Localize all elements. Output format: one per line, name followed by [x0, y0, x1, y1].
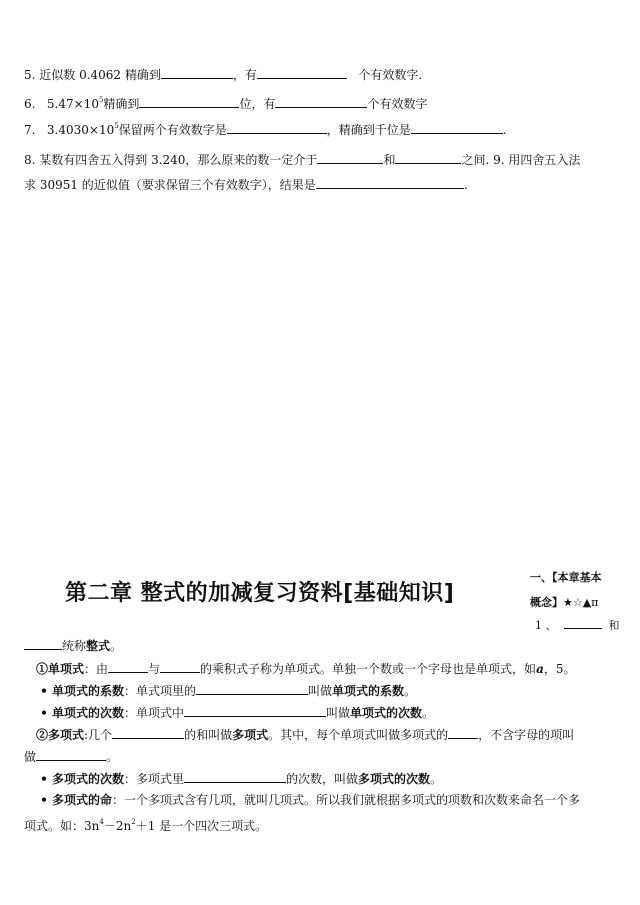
p7-blank[interactable] [184, 770, 286, 783]
question-8 [24, 151, 580, 168]
p9-exponent-1: 4 [99, 818, 104, 826]
bullet-icon: • [40, 684, 48, 698]
p5-text-f: ，不含字母的项叫 [478, 728, 575, 742]
paragraph-8 [36, 792, 580, 808]
p9-exponent-2: 2 [131, 818, 136, 826]
p5-blank-2[interactable] [448, 726, 478, 739]
p1-term: 整式 [86, 639, 111, 653]
p2-example-a: a [536, 662, 544, 676]
p3-blank[interactable] [196, 682, 308, 695]
chapter-title: 第二章 整式的加减复习资料[基础知识] [65, 581, 455, 606]
paragraph-3 [36, 682, 416, 699]
paragraph-1 [24, 637, 122, 654]
q7-text-b: 保留两个有效数字是 [118, 123, 227, 137]
question-5 [24, 66, 422, 83]
question-6 [24, 92, 427, 112]
q8-blank-2[interactable] [395, 151, 461, 164]
p4-blank[interactable] [184, 704, 326, 717]
p3-text-c: 叫做 [308, 684, 333, 698]
p1-blank[interactable] [24, 637, 62, 650]
p3-text-b: ：单式项里的 [124, 684, 197, 698]
p7-text-c: 的次数，叫做 [286, 772, 359, 786]
p2-text-f: ，5。 [543, 662, 576, 676]
side-heading-line-2 [530, 594, 598, 610]
paragraph-9 [24, 814, 267, 834]
question-7 [24, 118, 507, 138]
paragraph-4 [36, 704, 434, 721]
q6-number: 6. [24, 97, 36, 111]
p3-term-2: 单项式的系数 [332, 684, 405, 698]
p2-text-c: 与 [148, 662, 161, 676]
paragraph-5 [36, 726, 574, 743]
paragraph-7 [36, 770, 442, 787]
q6-blank-2[interactable] [275, 95, 367, 108]
paragraph-6 [24, 748, 118, 765]
p5-text-e: 。其中，每个单项式叫做多项式的 [268, 728, 449, 742]
p2-blank-2[interactable] [160, 660, 200, 673]
p1-text-d: 。 [110, 639, 123, 653]
p6-text-b: 。 [106, 750, 119, 764]
q6-value: 5.47×10 [46, 97, 99, 111]
p9-text-c: ＋1 是一个四次三项式。 [135, 819, 268, 833]
p7-text-e: 。 [430, 772, 443, 786]
q7-value: 3.4030×10 [46, 123, 115, 137]
q9-blank[interactable] [316, 176, 464, 189]
q6-text-d: 个有效数字 [367, 97, 428, 111]
side-heading-line-1: 一、【本章基本 [530, 571, 602, 584]
side-text-and: 和 [608, 619, 620, 632]
q8-text-c: 之间. 9. 用四舍五入法 [461, 153, 581, 167]
question-9 [24, 176, 468, 193]
q8-text-b: 和 [383, 153, 396, 167]
p2-text-d: 的乘积式子称为单项式。单独一个数或一个字母也是单项式，如 [200, 662, 537, 676]
bullet-icon: • [40, 793, 48, 807]
p3-text-e: 。 [404, 684, 417, 698]
p8-term: 多项式的命 [52, 793, 113, 807]
p3-term: 单项式的系数 [52, 684, 125, 698]
p7-term-2: 多项式的次数 [358, 772, 431, 786]
side-item-number: 1 、 [535, 619, 557, 632]
p4-text-b: ：单项式中 [124, 706, 185, 720]
p5-text-c: 的和叫做 [184, 728, 233, 742]
p2-blank-1[interactable] [108, 660, 148, 673]
q7-exponent: 5 [114, 122, 119, 130]
p4-term-2: 单项式的次数 [350, 706, 423, 720]
q6-blank-1[interactable] [139, 95, 239, 108]
q7-blank-1[interactable] [227, 121, 327, 134]
p4-text-c: 叫做 [326, 706, 351, 720]
p5-blank-1[interactable] [112, 726, 184, 739]
p7-text-b: ：多项式里 [124, 772, 185, 786]
p7-term: 多项式的次数 [52, 772, 125, 786]
p8-text-b: ：一个多项式含有几项，就叫几项式。所以我们就根据多项式的项数和次数来命名一个多 [112, 793, 581, 807]
q6-text-b: 精确到 [103, 97, 140, 111]
p4-text-e: 。 [422, 706, 435, 720]
q7-text-c: ，精确到千位是 [326, 123, 411, 137]
q6-text-c: 位，有 [239, 97, 276, 111]
q7-number: 7. [24, 123, 36, 137]
q8-text-a: 8. 某数有四舍五入得到 3.240，那么原来的数一定介于 [24, 153, 318, 167]
q7-text-d: . [502, 123, 507, 137]
q9-text-b: . [463, 178, 468, 192]
q6-exponent: 5 [98, 96, 104, 104]
side-blank[interactable] [564, 616, 602, 629]
q5-text-c: 个有效数字. [358, 68, 423, 82]
p2-text-b: ：由 [84, 662, 109, 676]
bullet-icon: • [40, 772, 48, 786]
p6-text-a: 做 [24, 750, 37, 764]
p9-text-b: －2n [103, 819, 132, 833]
side-heading-concept: 概念】 [530, 596, 563, 609]
p1-text-b: 统称 [62, 639, 87, 653]
q5-blank-2[interactable] [257, 66, 347, 79]
bullet-icon: • [40, 706, 48, 720]
p5-text-b: :几个 [84, 728, 113, 742]
q9-text-a: 求 30951 的近似值（要求保留三个有效数字），结果是 [24, 178, 316, 192]
p5-term-2: 多项式 [232, 728, 269, 742]
q5-blank-1[interactable] [161, 66, 233, 79]
p6-blank[interactable] [36, 748, 106, 761]
p2-term: ①单项式 [36, 662, 85, 676]
q5-text-a: 5. 近似数 0.4062 精确到 [24, 68, 161, 82]
side-symbols: ★☆▲π [563, 596, 599, 609]
p4-term: 单项式的次数 [52, 706, 125, 720]
q5-text-b: ，有 [232, 68, 257, 82]
q8-blank-1[interactable] [317, 151, 383, 164]
q7-blank-2[interactable] [411, 121, 503, 134]
p9-text-a: 项式。如：3n [24, 819, 100, 833]
paragraph-2 [36, 660, 575, 677]
p5-term: ②多项式 [36, 728, 85, 742]
side-heading-line-3 [535, 616, 620, 633]
